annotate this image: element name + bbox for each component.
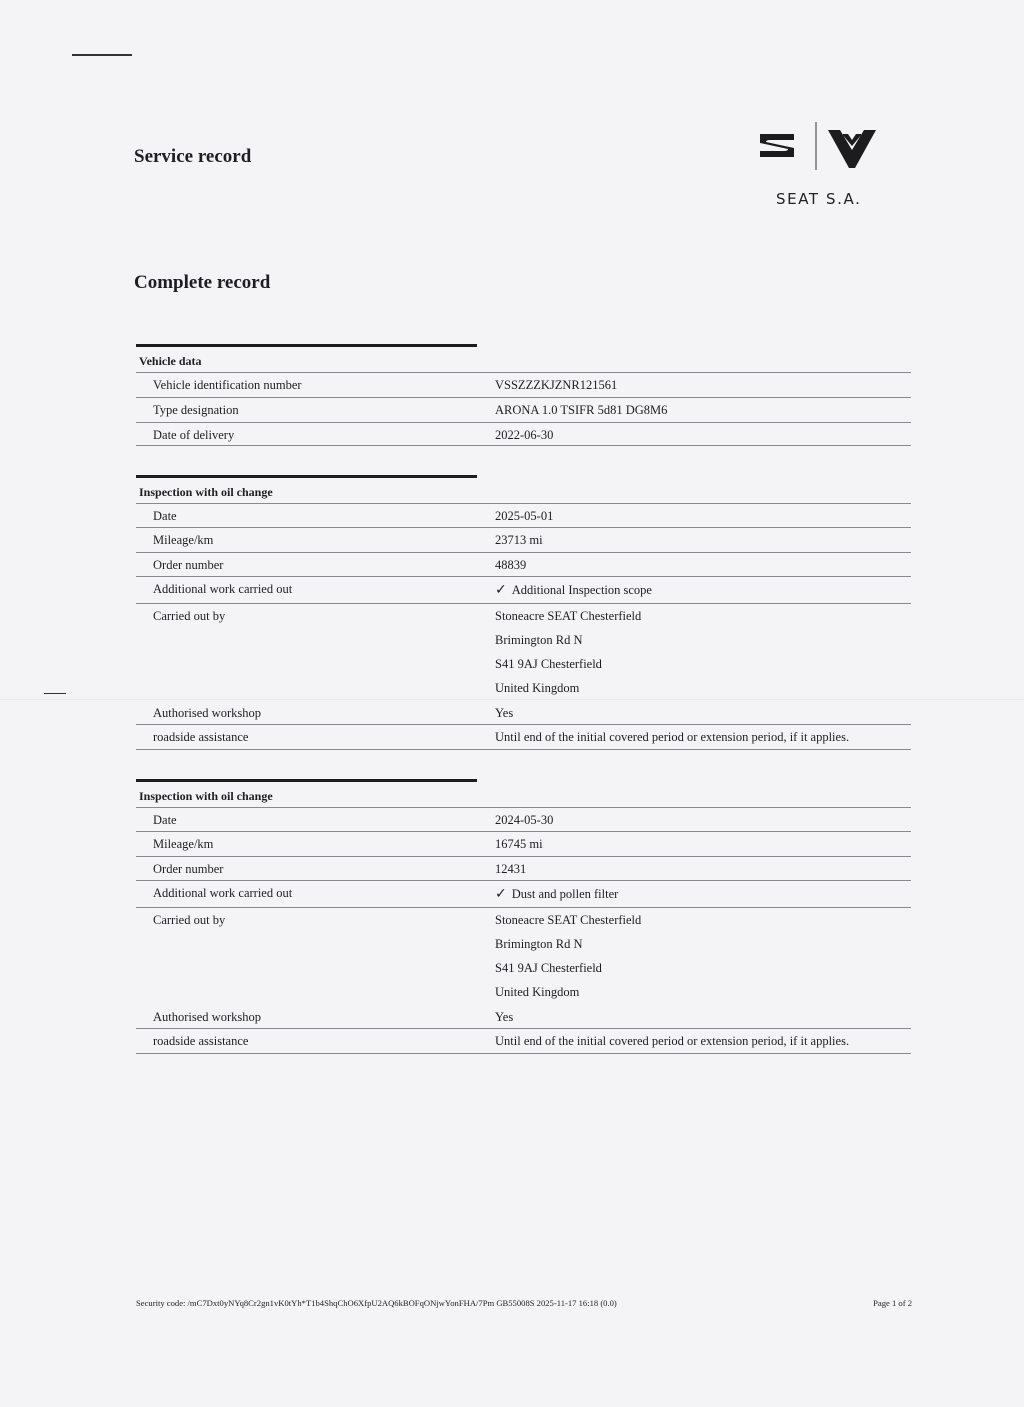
brand-company: SEAT S.A.	[776, 190, 862, 208]
page-title: Service record	[134, 146, 252, 167]
table-row: Additional work carried out ✓ Dust and pollen filter	[136, 881, 911, 908]
table-row: Date 2024-05-30	[136, 808, 911, 832]
table-row: Mileage/km 16745 mi	[136, 832, 911, 857]
table-row: Authorised workshop Yes	[136, 701, 911, 725]
table-row: Date 2025-05-01	[136, 504, 911, 528]
scan-mark	[44, 693, 66, 694]
checkmark-icon: ✓	[495, 582, 507, 598]
page-number: Page 1 of 2	[873, 1298, 912, 1308]
table-row: Order number 12431	[136, 857, 911, 881]
checkmark-icon: ✓	[495, 886, 507, 902]
table-row: Type designation ARONA 1.0 TSIFR 5d81 DG8M6	[136, 398, 911, 423]
block-heading: Inspection with oil change	[136, 782, 911, 808]
table-row: Order number 48839	[136, 553, 911, 577]
table-row: Additional work carried out ✓ Additional Inspection scope	[136, 577, 911, 604]
vehicle-data-block	[136, 344, 911, 446]
section-title: Complete record	[134, 272, 271, 293]
table-row: Vehicle identification number VSSZZZKJZNR121561	[136, 373, 911, 398]
seat-logo-icon	[760, 134, 794, 157]
table-row: Date of delivery 2022-06-30	[136, 423, 911, 446]
scan-mark	[72, 54, 132, 56]
block-heading: Inspection with oil change	[136, 478, 911, 504]
table-row: roadside assistance Until end of the initial covered period or extension period, if it applies.	[136, 725, 911, 750]
table-row: Authorised workshop Yes	[136, 1005, 911, 1029]
inspection-block	[136, 779, 911, 1054]
block-heading: Vehicle data	[136, 347, 911, 373]
inspection-block	[136, 475, 911, 750]
table-row: Carried out by Stoneacre SEAT Chesterfield Brimington Rd N S41 9AJ Chesterfield United Kingdom	[153, 913, 642, 999]
table-row: Carried out by Stoneacre SEAT Chesterfield Brimington Rd N S41 9AJ Chesterfield United Kingdom	[153, 609, 642, 695]
security-code: Security code: /mC7Dxt0yNYq8Cr2gn1vK0tYh*T1b4ShqChO6XfpU2AQ6kBOFqONjwYonFHA/7Pm GB55008S 2025-11-17 16:18 (0.0)	[136, 1298, 617, 1308]
brand-logo	[756, 120, 886, 220]
table-row: Mileage/km 23713 mi	[136, 528, 911, 553]
table-row: roadside assistance Until end of the initial covered period or extension period, if it applies.	[136, 1029, 911, 1054]
cupra-logo-icon	[828, 130, 876, 168]
